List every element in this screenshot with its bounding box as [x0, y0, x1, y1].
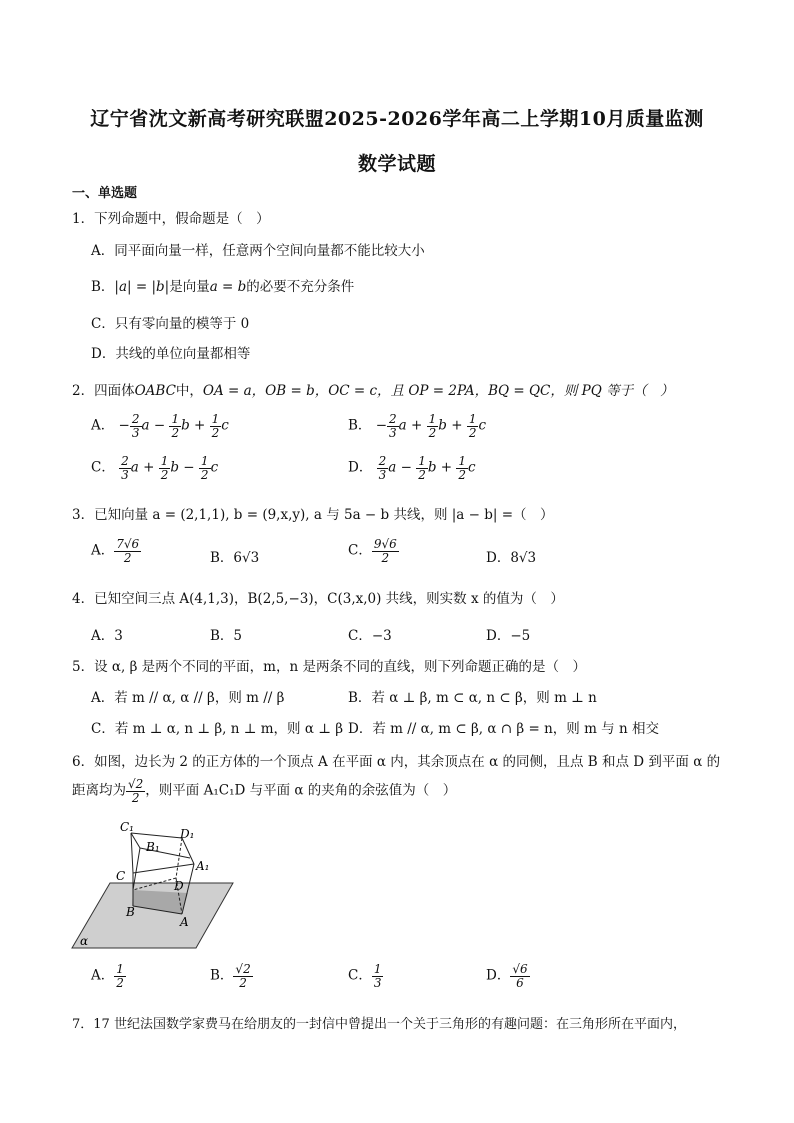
fraction-denominator: 2 [131, 790, 140, 805]
label-a1: A₁ [196, 859, 210, 873]
stem-text: 距离均为 [72, 782, 126, 799]
question-6-option-d [486, 963, 530, 989]
fraction-numerator: 9√6 [373, 537, 397, 551]
fraction-numerator: 1 [373, 962, 382, 976]
question-5-option-c: C．若 m ⊥ α, n ⊥ β, n ⊥ m，则 α ⊥ β [91, 721, 344, 737]
question-4-option-d: D．−5 [486, 628, 531, 644]
fraction-numerator: 1 [116, 962, 124, 976]
option-text: 是向量 [169, 279, 210, 295]
question-6-option-a [91, 963, 126, 989]
label-b1: B₁ [146, 840, 160, 854]
question-6-stem-line1: 6．如图，边长为 2 的正方体的一个顶点 A 在平面 α 内，其余顶点在 α 的同侧，且点 B 和点 D 到平面 α 的 [72, 754, 721, 770]
label-c1: C₁ [120, 820, 134, 834]
cube-hidden-edge [176, 838, 182, 878]
option-label: C． [348, 542, 372, 559]
math-expression: |a| = |b| [114, 279, 170, 295]
label-d: D [174, 879, 184, 893]
question-6-option-b [210, 963, 253, 989]
option-label: A． [91, 967, 115, 984]
question-3-option-d: D．8√3 [486, 550, 537, 566]
question-5-option-b: B．若 α ⊥ β, m ⊂ α, n ⊂ β，则 m ⊥ n [348, 690, 597, 706]
math-expression: OA = a，OB = b，OC = c，且 OP = 2PA，BQ = QC，则 PQ 等于（ ） [202, 383, 674, 399]
question-5-stem: 5．设 α, β 是两个不同的平面，m，n 是两条不同的直线，则下列命题正确的是（ ） [72, 659, 586, 675]
question-1-stem: 1．下列命题中，假命题是（ ） [72, 211, 270, 227]
option-label: B． [91, 279, 115, 295]
exam-title: 辽宁省沈文新高考研究联盟2025-2026学年高二上学期10月质量监测 [90, 108, 704, 130]
fraction-denominator: 3 [373, 975, 382, 990]
option-label: C． [348, 967, 372, 984]
question-6-stem-line2 [72, 778, 456, 804]
fraction-numerator: 7√6 [116, 537, 140, 551]
question-5-option-a: A．若 m // α, α // β，则 m // β [91, 690, 285, 706]
fraction-denominator: 2 [123, 550, 132, 565]
question-3-option-b: B．6√3 [210, 550, 260, 566]
exam-subject: 数学试题 [357, 153, 436, 175]
question-5-option-d: D．若 m // α, m ⊂ β, α ∩ β = n，则 m 与 n 相交 [348, 721, 659, 737]
option-label: A． [91, 542, 115, 559]
label-b: B [126, 905, 135, 919]
question-4-option-b: B．5 [210, 628, 243, 644]
question-1-option-d: D．共线的单位向量都相等 [91, 346, 251, 362]
option-label: B． [348, 417, 372, 434]
question-2-stem [72, 379, 674, 399]
question-3-option-a [91, 538, 141, 564]
cube-edge [131, 833, 133, 873]
question-4-option-a: A．3 [91, 628, 123, 644]
fraction-denominator: 2 [381, 550, 390, 565]
fraction-denominator: 6 [516, 975, 524, 990]
option-label: D． [348, 459, 373, 476]
stem-text: 中， [175, 383, 203, 399]
label-a: A [180, 915, 189, 929]
fraction-numerator: √6 [512, 962, 528, 976]
question-7-stem: 7．17 世纪法国数学家费马在给朋友的一封信中曾提出一个关于三角形的有趣问题：在三角形所在平面内， [72, 1017, 686, 1032]
question-2-option-a: A． − $\frac{2}{3}$ a − $\frac{1}{2}$ b + $\frac{1}{2}$ c [91, 412, 229, 440]
question-1-option-c: C．只有零向量的模等于 0 [91, 316, 250, 332]
fraction-denominator: 2 [116, 975, 124, 990]
question-3-stem: 3．已知向量 a = (2,1,1), b = (9,x,y), a 与 5a − b 共线，则 |a − b| =（ ） [72, 507, 554, 523]
math-expression: a = b [209, 279, 247, 295]
option-label: C． [91, 459, 115, 476]
cube-edge [133, 864, 194, 873]
label-d1: D₁ [180, 827, 195, 841]
question-2-option-d: D． $\frac{2}{3}$ a − $\frac{1}{2}$ b + $\frac{1}{2}$ c [348, 454, 476, 482]
option-label: B． [210, 967, 234, 984]
question-4-stem: 4．已知空间三点 A(4,1,3)，B(2,5,−3)，C(3,x,0) 共线，则实数 x 的值为（ ） [72, 591, 564, 607]
question-4-option-c: C．−3 [348, 628, 392, 644]
fraction-denominator: 2 [239, 975, 247, 990]
question-6-option-c [348, 963, 383, 989]
question-3-option-c [348, 538, 399, 564]
cube-edge [182, 838, 194, 864]
cube-edge [131, 833, 140, 848]
label-alpha: α [80, 934, 89, 948]
stem-text: 2．四面体 [72, 383, 135, 399]
cube-on-plane-figure [70, 818, 240, 953]
section-heading: 一、单选题 [72, 186, 138, 201]
question-2-option-b: B． − $\frac{2}{3}$ a + $\frac{1}{2}$ b + $\frac{1}{2}$ c [348, 412, 487, 440]
stem-text: ，则平面 A₁C₁D 与平面 α 的夹角的余弦值为（ ） [145, 782, 457, 799]
fraction-numerator: √2 [235, 962, 251, 976]
option-label: A． [91, 417, 115, 434]
question-1-option-b [91, 275, 354, 295]
question-1-option-a: A．同平面向量一样，任意两个空间向量都不能比较大小 [91, 243, 425, 259]
label-c: C [116, 869, 126, 883]
question-2-option-c: C． $\frac{2}{3}$ a + $\frac{1}{2}$ b − $\frac{1}{2}$ c [91, 454, 219, 482]
cube-edge [131, 833, 182, 838]
math-expression: OABC [134, 383, 176, 399]
fraction-numerator: √2 [128, 777, 144, 791]
option-label: D． [486, 967, 511, 984]
option-text: 的必要不充分条件 [246, 279, 355, 295]
